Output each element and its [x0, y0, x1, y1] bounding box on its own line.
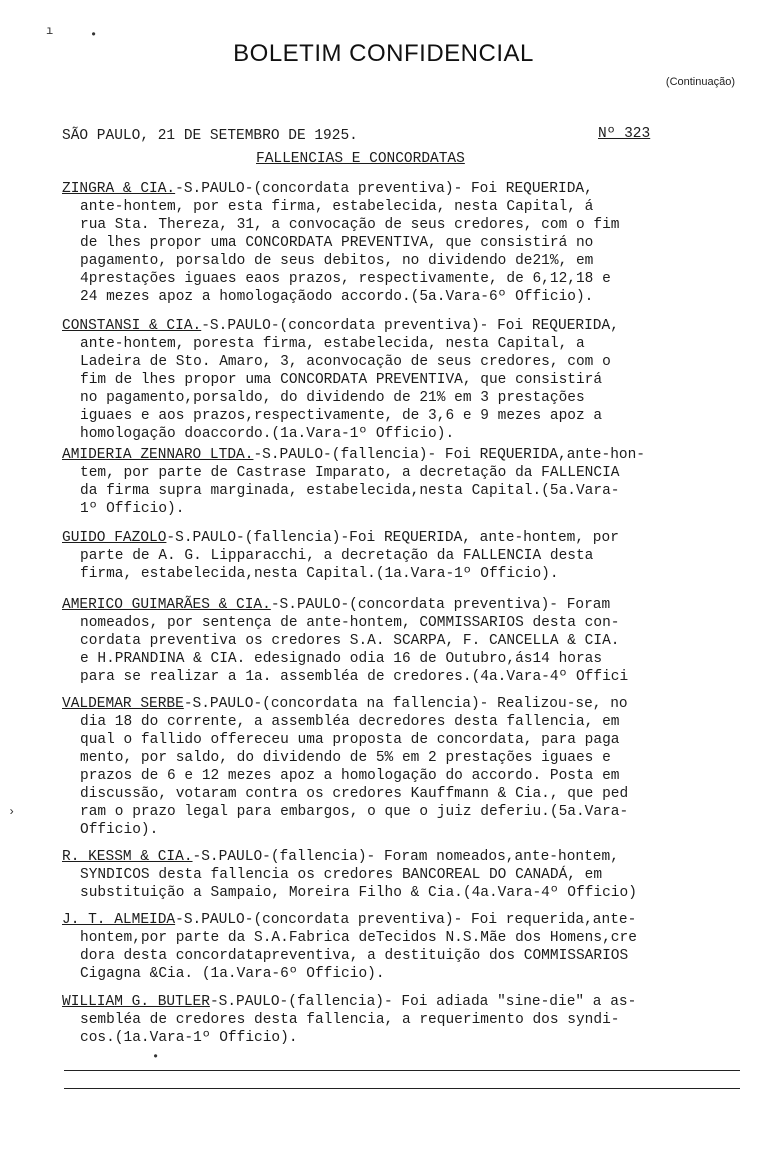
entry-line: parte de A. G. Lipparacchi, a decretação da FALLENCIA desta	[80, 548, 594, 564]
entry-line: discussão, votaram contra os credores Kauffmann & Cia., que ped	[80, 786, 629, 802]
margin-mark: ›	[8, 805, 16, 819]
entry-line	[62, 911, 752, 929]
divider-line	[64, 1088, 740, 1089]
entry-line: 24 mezes apoz a homologaçãodo accordo.(5a.Vara-6º Officio).	[80, 289, 594, 305]
entry-text: -S.PAULO-(concordata preventiva)- Foram	[270, 597, 611, 613]
entry-line: Ladeira de Sto. Amaro, 3, aconvocação de seus credores, com o	[80, 354, 611, 370]
entry	[62, 596, 752, 686]
bulletin-number: Nº 323	[598, 126, 651, 142]
entry	[62, 446, 752, 518]
entry-line: dora desta concordatapreventiva, a destituição dos COMMISSARIOS	[80, 948, 629, 964]
entry-line: e H.PRANDINA & CIA. edesignado odia 16 de Outubro,ás14 horas	[80, 651, 603, 667]
entry-line: cos.(1a.Vara-1º Officio).	[80, 1030, 298, 1046]
entry	[62, 529, 752, 583]
entry-line: homologação doaccordo.(1a.Vara-1º Officio).	[80, 426, 455, 442]
entry-line: mento, por saldo, do dividendo de 5% em 2 prestações iguaes e	[80, 750, 611, 766]
entry-name: CONSTANSI & CIA.	[62, 318, 202, 334]
entry-line: prazos de 6 e 12 mezes apoz a homologação do accordo. Posta em	[80, 768, 620, 784]
entry-text: -S.PAULO-(fallencia)- Foram nomeados,ante-hontem,	[192, 849, 619, 865]
entry-name: VALDEMAR SERBE	[62, 696, 184, 712]
entry-line	[62, 695, 752, 713]
margin-mark: •	[152, 1050, 160, 1064]
entry-name: WILLIAM G. BUTLER	[62, 994, 210, 1010]
document-title: BOLETIM CONFIDENCIAL	[233, 40, 534, 67]
entry-line	[62, 596, 752, 614]
entry-line: nomeados, por sentença de ante-hontem, COMMISSARIOS desta con-	[80, 615, 620, 631]
entry-line: qual o fallido offereceu uma proposta de concordata, para paga	[80, 732, 620, 748]
entry-line: Cigagna &Cia. (1a.Vara-6º Officio).	[80, 966, 385, 982]
entry-text: -S.PAULO-(concordata preventiva)- Foi REQUERIDA,	[175, 181, 593, 197]
dateline: SÃO PAULO, 21 DE SETEMBRO DE 1925.	[62, 128, 358, 144]
entry-name: AMERICO GUIMARÃES & CIA.	[62, 597, 271, 613]
entry-line: cordata preventiva os credores S.A. SCARPA, F. CANCELLA & CIA.	[80, 633, 620, 649]
entry	[62, 911, 752, 983]
entry-text: -S.PAULO-(fallencia)- Foi REQUERIDA,ante-hon-	[253, 447, 646, 463]
continuation-label: (Continuação)	[665, 76, 735, 88]
entry-line: Officio).	[80, 822, 159, 838]
divider-line	[64, 1070, 740, 1071]
entry	[62, 993, 752, 1047]
entry-line: 4prestações iguaes eaos prazos, respectivamente, de 6,12,18 e	[80, 271, 611, 287]
entry-line: 1º Officio).	[80, 501, 185, 517]
entry-name: J. T. ALMEIDA	[62, 912, 176, 928]
entry-line: iguaes e aos prazos,respectivamente, de 3,6 e 9 mezes apoz a	[80, 408, 603, 424]
entry	[62, 848, 752, 902]
entry	[62, 180, 752, 306]
entry-name: ZINGRA & CIA.	[62, 181, 176, 197]
entry-line: fim de lhes propor uma CONCORDATA PREVENTIVA, que consistirá	[80, 372, 603, 388]
entry-line: tem, por parte de Castrase Imparato, a decretação da FALLENCIA	[80, 465, 620, 481]
entry-line: dia 18 do corrente, a assembléa decredores desta fallencia, em	[80, 714, 620, 730]
entry-line: ante-hontem, por esta firma, estabelecida, nesta Capital, á	[80, 199, 594, 215]
entry-line: firma, estabelecida,nesta Capital.(1a.Vara-1º Officio).	[80, 566, 559, 582]
entry-line: hontem,por parte da S.A.Fabrica deTecidos N.S.Mãe dos Homens,cre	[80, 930, 637, 946]
entry-line: para se realizar a 1a. assembléa de credores.(4a.Vara-4º Offici	[80, 669, 629, 685]
entry-line: sembléa de credores desta fallencia, a requerimento dos syndi-	[80, 1012, 620, 1028]
entry-line: ante-hontem, poresta firma, estabelecida, nesta Capital, a	[80, 336, 585, 352]
entry-text: -S.PAULO-(concordata preventiva)- Foi requerida,ante-	[175, 912, 637, 928]
entry-line: no pagamento,porsaldo, do dividendo de 21% em 3 prestações	[80, 390, 585, 406]
section-title: FALLENCIAS E CONCORDATAS	[256, 151, 465, 167]
entry-text: -S.PAULO-(concordata preventiva)- Foi REQUERIDA,	[201, 318, 619, 334]
entry-text: -S.PAULO-(fallencia)-Foi REQUERIDA, ante-hontem, por	[166, 530, 619, 546]
entry-line	[62, 848, 752, 866]
entry-text: -S.PAULO-(concordata na fallencia)- Realizou-se, no	[183, 696, 628, 712]
entry-name: R. KESSM & CIA.	[62, 849, 193, 865]
entry-line: substituição a Sampaio, Moreira Filho & Cia.(4a.Vara-4º Officio)	[80, 885, 637, 901]
entry-line: pagamento, porsaldo de seus debitos, no dividendo de21%, em	[80, 253, 594, 269]
entry-line	[62, 180, 752, 198]
entry-line: ram o prazo legal para embargos, o que o juiz deferiu.(5a.Vara-	[80, 804, 629, 820]
entry-line: da firma supra marginada, estabelecida,nesta Capital.(5a.Vara-	[80, 483, 620, 499]
entry-name: AMIDERIA ZENNARO LTDA.	[62, 447, 254, 463]
entry	[62, 695, 752, 839]
entry-line: rua Sta. Thereza, 31, a convocação de seus credores, com o fim	[80, 217, 620, 233]
entry-line	[62, 317, 752, 335]
entry	[62, 317, 752, 443]
entry-line	[62, 993, 752, 1011]
entry-name: GUIDO FAZOLO	[62, 530, 167, 546]
entry-line	[62, 446, 752, 464]
entry-line: SYNDICOS desta fallencia os credores BANCOREAL DO CANADÁ, em	[80, 867, 603, 883]
margin-mark: •	[90, 28, 98, 42]
entry-line	[62, 529, 752, 547]
margin-mark: ı	[46, 24, 54, 38]
entry-text: -S.PAULO-(fallencia)- Foi adiada "sine-die" a as-	[209, 994, 637, 1010]
entry-line: de lhes propor uma CONCORDATA PREVENTIVA, que consistirá no	[80, 235, 594, 251]
